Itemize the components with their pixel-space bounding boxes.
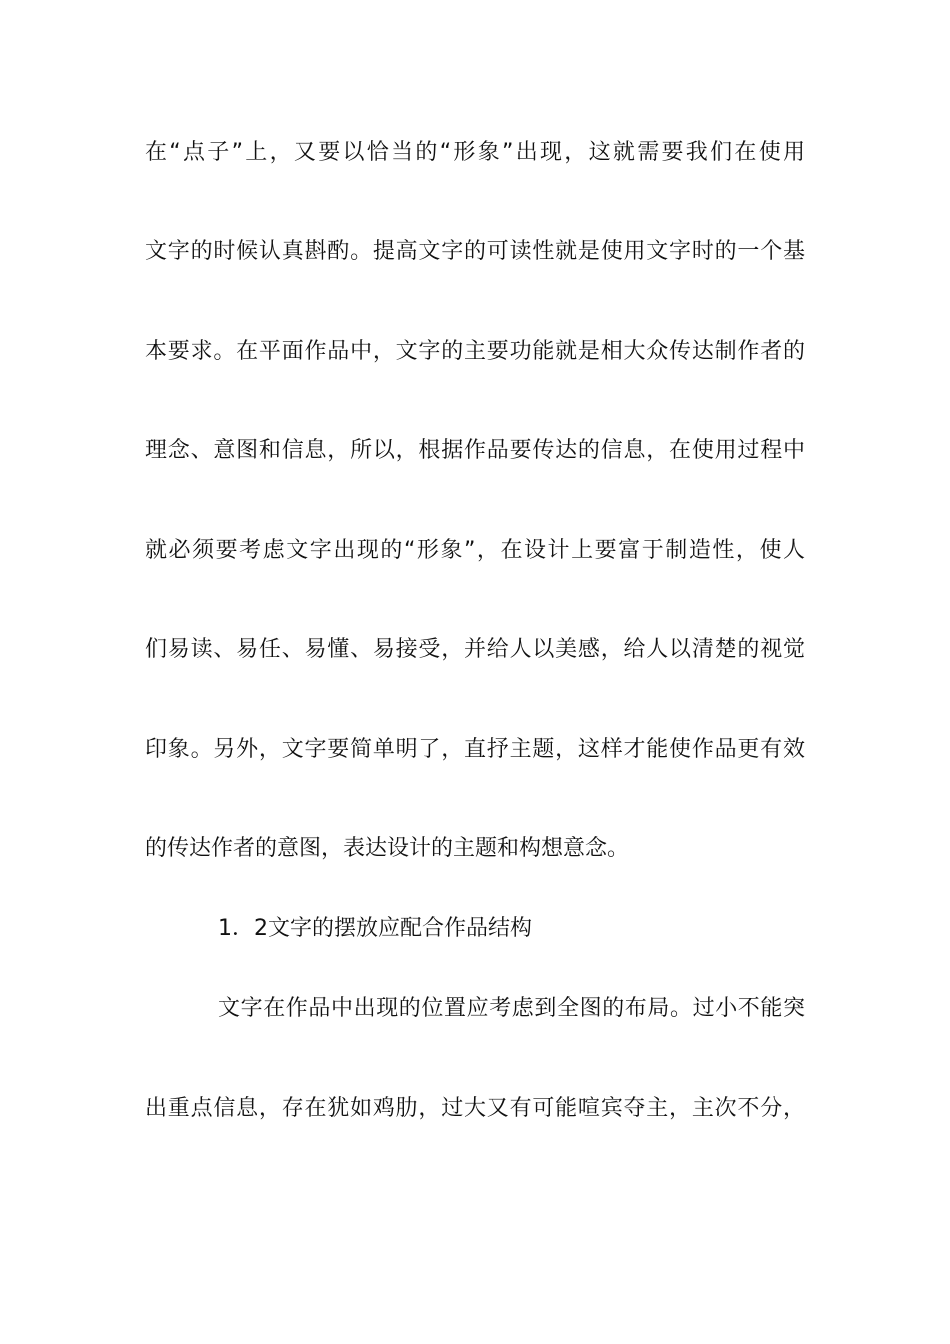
paragraph-line: 的传达作者的意图，表达设计的主题和构想意念。 — [145, 836, 630, 861]
paragraph-line: 出重点信息，存在犹如鸡肋，过大又有可能喧宾夺主，主次不分， — [145, 1096, 805, 1121]
paragraph-line: 在“点子”上，又要以恰当的“形象”出现，这就需要我们在使用 — [145, 140, 805, 165]
paragraph-line: 文字的时候认真斟酌。提高文字的可读性就是使用文字时的一个基 — [145, 239, 805, 264]
paragraph-line: 理念、意图和信息，所以，根据作品要传达的信息，在使用过程中 — [145, 438, 805, 463]
paragraph-line: 们易读、易任、易懂、易接受，并给人以美感，给人以清楚的视觉 — [145, 637, 805, 662]
section-heading: 1．2文字的摆放应配合作品结构 — [218, 916, 532, 941]
paragraph-line: 印象。另外，文字要简单明了，直抒主题，这样才能使作品更有效 — [145, 737, 805, 762]
paragraph-line: 就必须要考虑文字出现的“形象”，在设计上要富于制造性，使人 — [145, 538, 805, 563]
paragraph-line: 本要求。在平面作品中，文字的主要功能就是相大众传达制作者的 — [145, 339, 805, 364]
paragraph-line: 文字在作品中出现的位置应考虑到全图的布局。过小不能突 — [218, 996, 805, 1021]
